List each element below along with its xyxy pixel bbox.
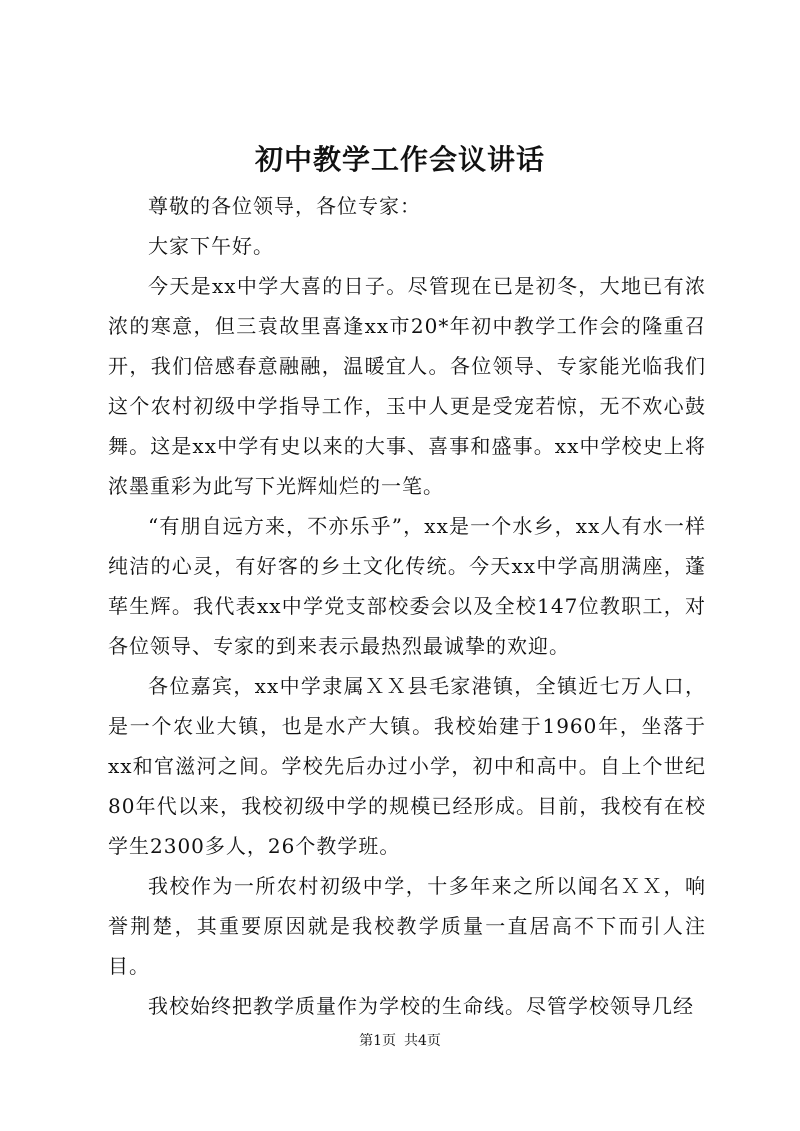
page-number: 第1页 bbox=[359, 1033, 396, 1049]
greeting-paragraph: 大家下午好。 bbox=[148, 234, 274, 258]
document-title: 初中教学工作会议讲话 bbox=[254, 143, 545, 176]
body-paragraph: 各位嘉宾，xx中学隶属ＸＸ县毛家港镇，全镇近七万人口，是一个农业大镇，也是水产大镇。我校始建于1960年，坐落于xx和官滋河之间。学校先后办过小学，初中和高中。自上个世纪80年代以来，我校初级中学的规模已经形成。目前，我校有在校学生2300多人，26个教学班。 bbox=[108, 674, 706, 858]
body-paragraph: 今天是xx中学大喜的日子。尽管现在已是初冬，大地已有浓浓的寒意，但三袁故里喜逢xx市20*年初中教学工作会的隆重召开，我们倍感春意融融，温暖宜人。各位领导、专家能光临我们这个农村初级中学指导工作，玉中人更是受宠若惊，无不欢心鼓舞。这是xx中学有史以来的大事、喜事和盛事。xx中学校史上将浓墨重彩为此写下光辉灿烂的一笔。 bbox=[108, 274, 706, 498]
body-paragraph: 我校始终把教学质量作为学校的生命线。尽管学校领导几经 bbox=[148, 994, 694, 1018]
page-total: 共4页 bbox=[404, 1033, 441, 1049]
document-body bbox=[108, 186, 706, 1026]
body-paragraph: 我校作为一所农村初级中学，十多年来之所以闻名ＸＸ，响誉荆楚，其重要原因就是我校教学质量一直居高不下而引人注目。 bbox=[108, 874, 706, 978]
page-footer bbox=[0, 1031, 800, 1051]
salutation-paragraph: 尊敬的各位领导，各位专家： bbox=[148, 194, 421, 218]
body-paragraph: “有朋自远方来，不亦乐乎”，xx是一个水乡，xx人有水一样纯洁的心灵，有好客的乡土文化传统。今天xx中学高朋满座，蓬荜生辉。我代表xx中学党支部校委会以及全校147位教职工，对各位领导、专家的到来表示最热烈最诚挚的欢迎。 bbox=[108, 514, 706, 658]
